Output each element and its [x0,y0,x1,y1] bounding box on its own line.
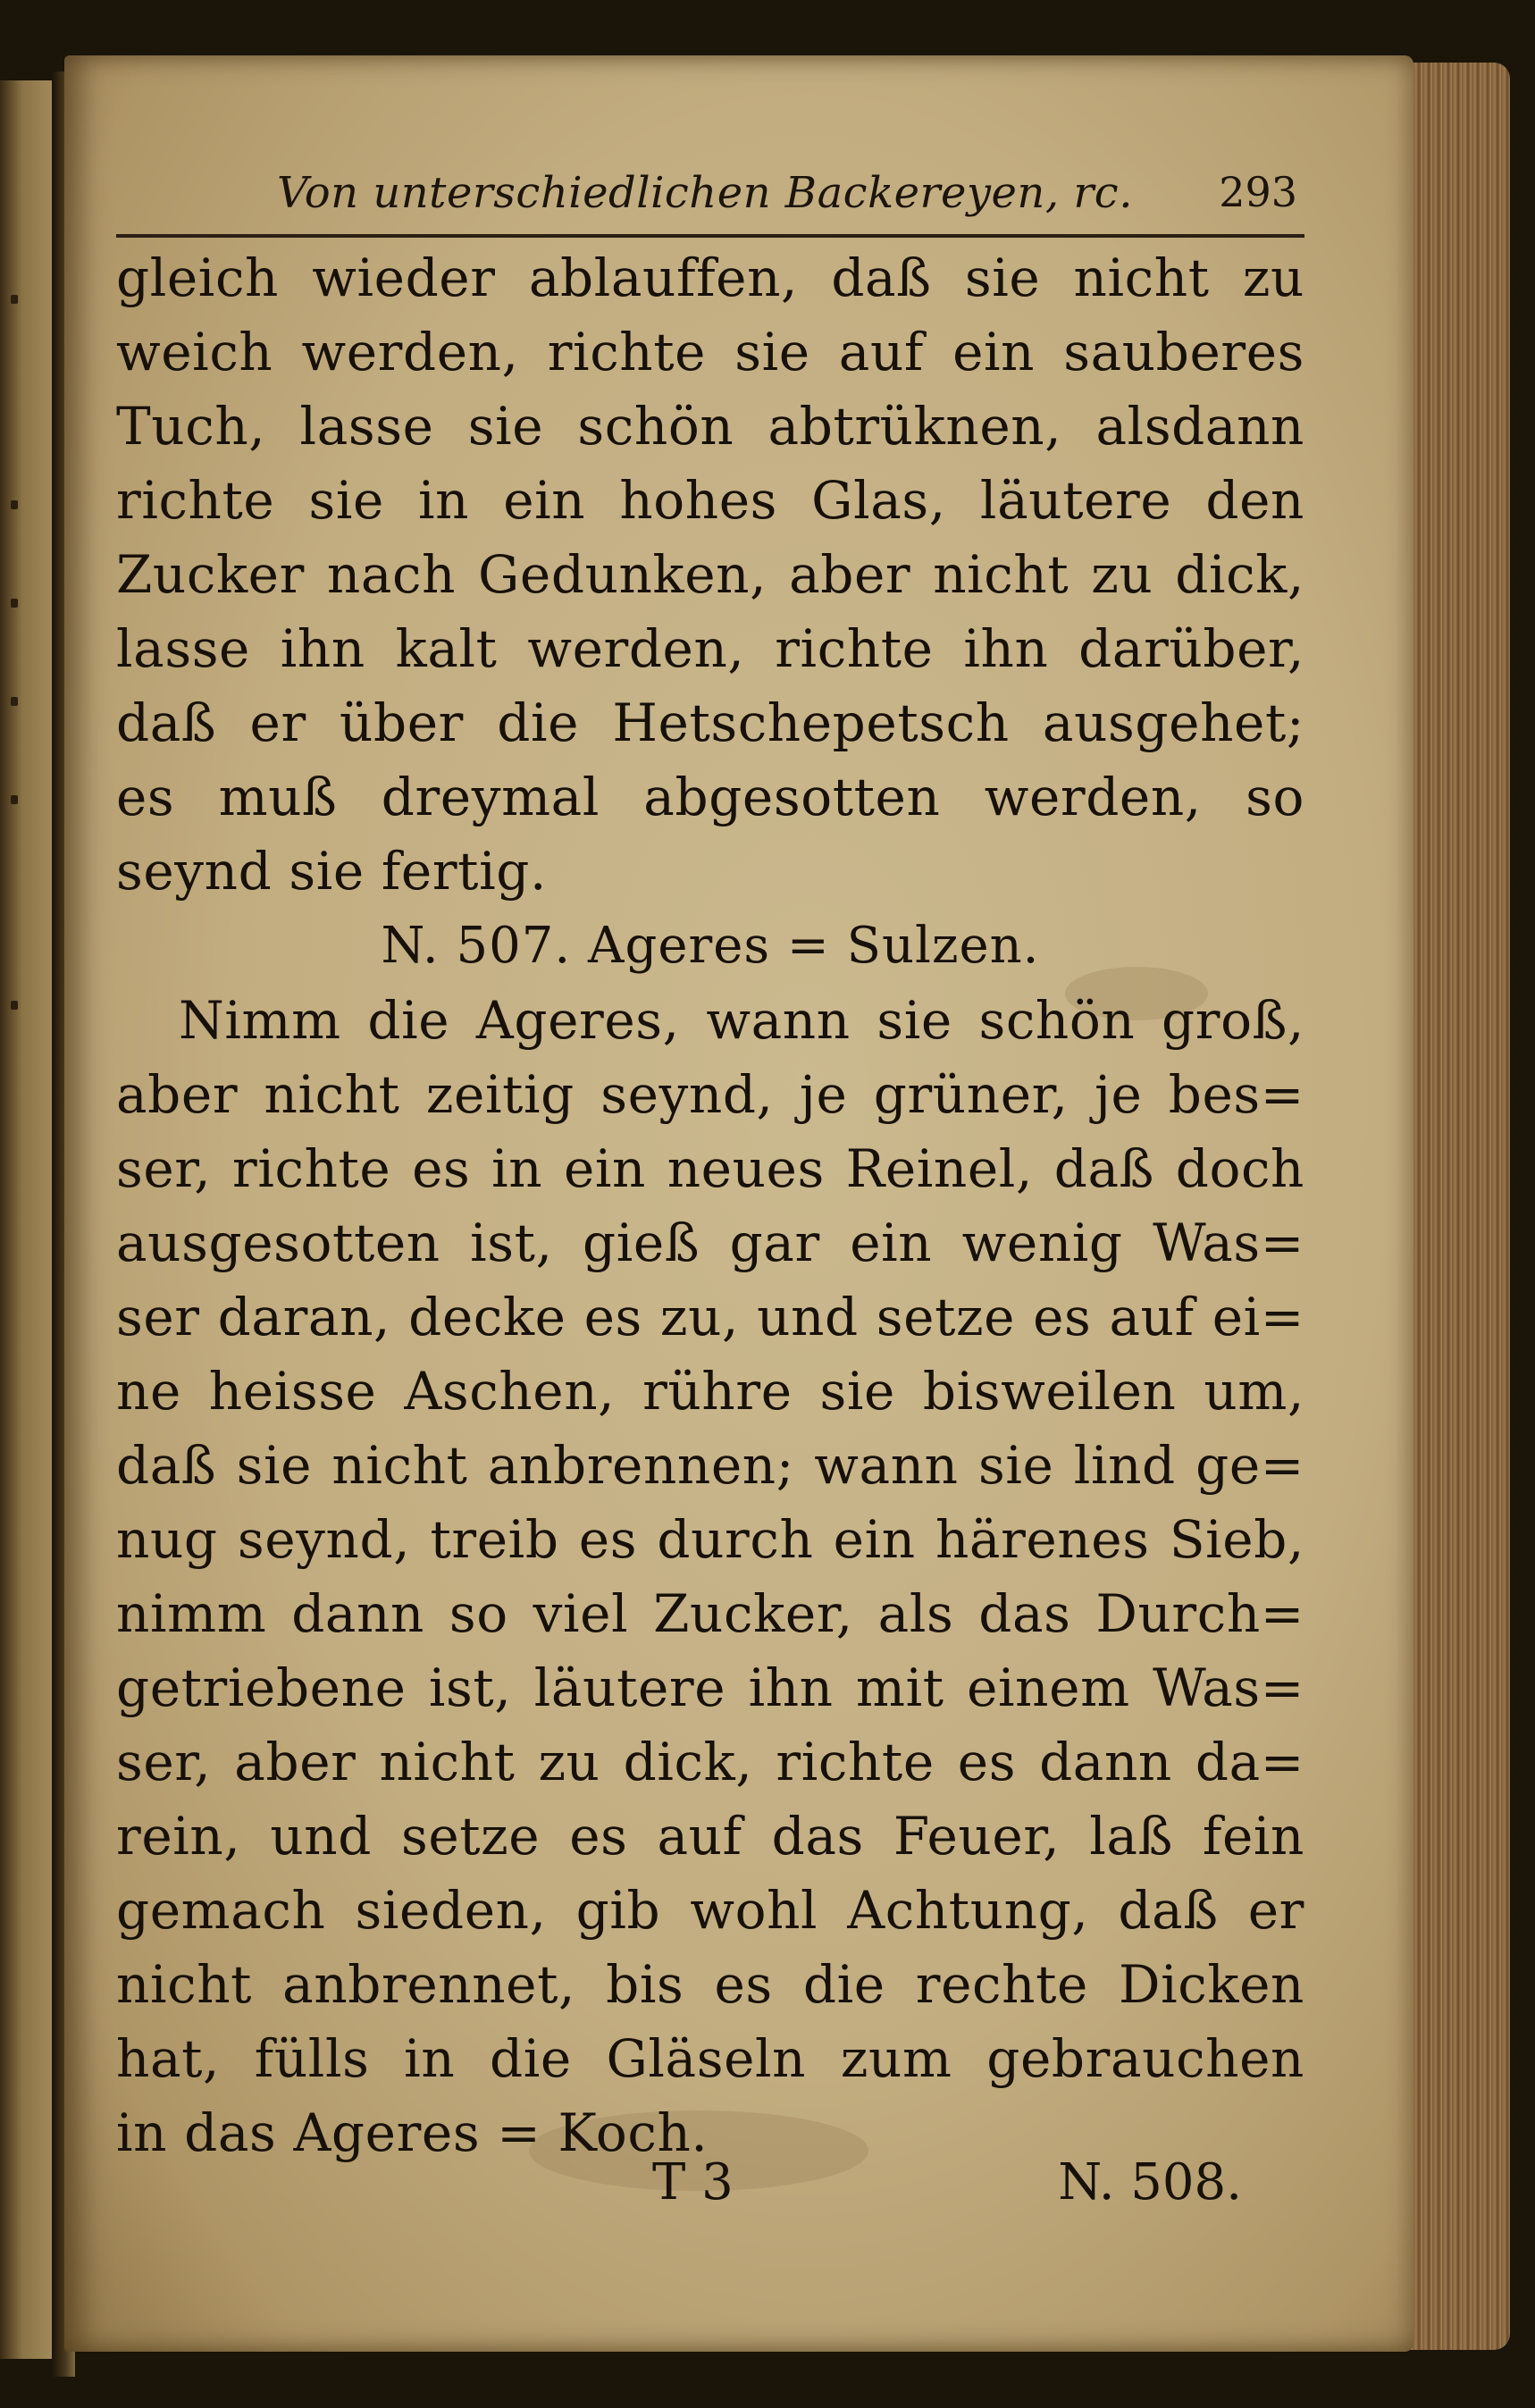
previous-page-mark [11,697,18,706]
previous-page-edge [0,80,55,2359]
text-line: rein, und setze es auf das Feuer, laß fein [116,1806,1304,1867]
text-line: aber nicht zeitig seynd, je grüner, je bes= [116,1064,1304,1125]
page-footer [116,2153,1304,2225]
recipe-heading: N. 507. Ageres = Sulzen. [381,917,1040,975]
text-line: ser, richte es in ein neues Reinel, daß doch [116,1138,1304,1199]
text-line: ne heisse Aschen, rühre sie bisweilen um, [116,1361,1304,1422]
text-line: seynd sie fertig. [116,841,547,902]
text-line: gleich wieder ablauffen, daß sie nicht zu [116,248,1304,308]
text-line: Tuch, lasse sie schön abtrüknen, alsdann [116,396,1304,457]
text-line: Nimm die Ageres, wann sie schön groß, [179,990,1304,1051]
running-title: Von unterschiedlichen Backereyen, rc. [277,168,1133,218]
previous-page-mark [11,599,18,608]
previous-page-mark [11,500,18,509]
text-line: nicht anbrennet, bis es die rechte Dicken [116,1954,1304,2015]
text-line: nug seynd, treib es durch ein härenes Sieb, [116,1509,1304,1570]
previous-page-mark [11,1001,18,1010]
text-line: getriebene ist, läutere ihn mit einem Was= [116,1657,1304,1718]
main-text [116,241,1304,2170]
text-line: gemach sieden, gib wohl Achtung, daß er [116,1880,1304,1941]
text-line: es muß dreymal abgesotten werden, so [116,767,1304,827]
text-line: daß er über die Hetschepetsch ausgehet; [116,692,1304,753]
header-rule [116,234,1304,238]
page-number: 293 [1219,168,1297,216]
page-edges [1403,63,1510,2350]
catchword: N. 508. [1058,2153,1242,2211]
text-line: ser, aber nicht zu dick, richte es dann da= [116,1732,1304,1792]
text-line: hat, fülls in die Gläseln zum gebrauchen [116,2028,1304,2089]
text-line: weich werden, richte sie auf ein sauberes [116,322,1304,382]
previous-page-mark [11,795,18,804]
text-line: nimm dann so viel Zucker, als das Durch= [116,1583,1304,1644]
text-line: in das Ageres = Koch. [116,2102,709,2163]
text-line: ausgesotten ist, gieß gar ein wenig Was= [116,1212,1304,1273]
text-line: lasse ihn kalt werden, richte ihn darüber, [116,618,1304,679]
text-line: daß sie nicht anbrennen; wann sie lind ge= [116,1435,1304,1496]
previous-page-mark [11,295,18,304]
signature-mark: T 3 [652,2153,734,2211]
text-line: ser daran, decke es zu, und setze es auf ei= [116,1287,1304,1347]
page-header [198,163,1306,225]
text-line: richte sie in ein hohes Glas, läutere den [116,470,1304,531]
text-line: Zucker nach Gedunken, aber nicht zu dick, [116,544,1304,605]
